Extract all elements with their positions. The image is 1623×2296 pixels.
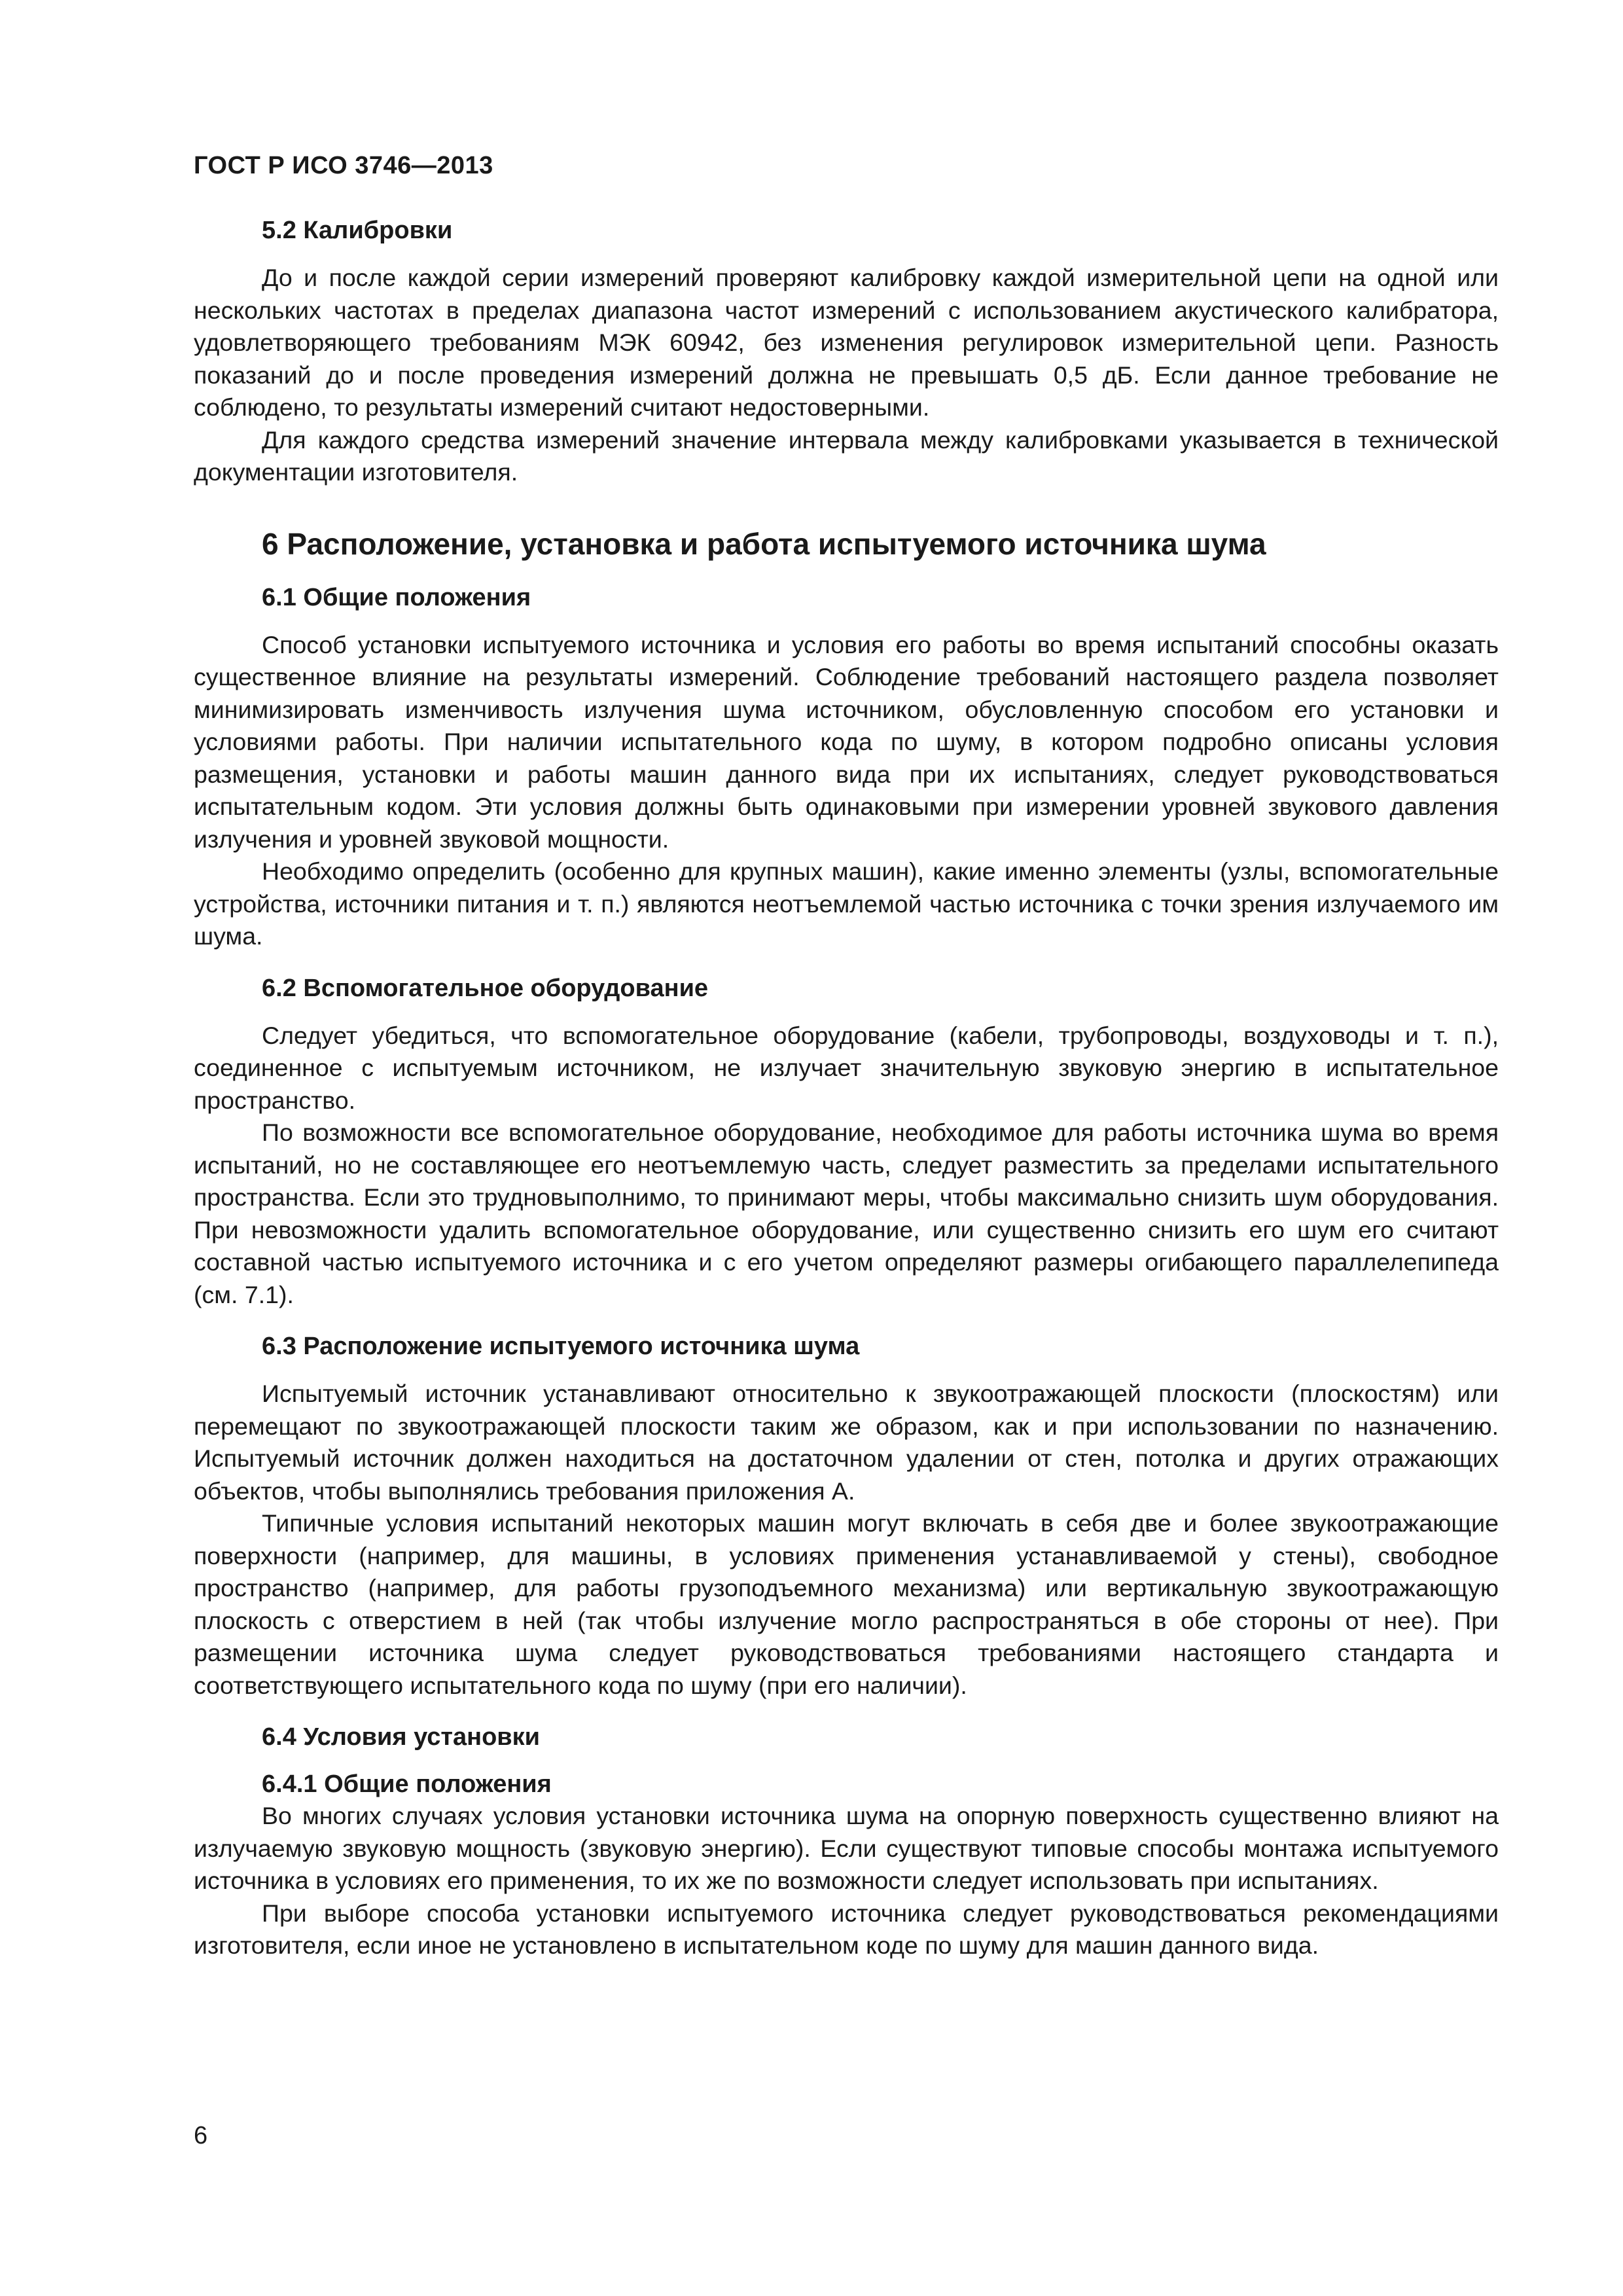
section-6-2-title: 6.2 Вспомогательное оборудование: [262, 974, 709, 1002]
section-6-4-1-paragraph-2: При выборе способа установки испытуемого источника следует руководствоваться рекомендациями изготовителя, если иное не установлено в испытательном коде по шуму для машин данного вида.: [194, 1899, 1499, 1959]
section-5-2-title: 5.2 Калибровки: [262, 217, 453, 244]
section-6-1-paragraph-2: Необходимо определить (особенно для крупных машин), какие именно элементы (узлы, вспомогательные устройства, источники питания и т. п.) являются неотъемлемой частью источника с точки зрения излучаемого им шума.: [194, 857, 1499, 950]
section-6-1-paragraph-1: Способ установки испытуемого источника и условия его работы во время испытаний способны оказать существенное влияние на результаты измерений. Соблюдение требований настоящего раздела позволяет минимизировать изменчивость излучения шума источником, обусловленную способом его установки и условиями работы. При наличии испытательного кода по шуму, в котором подробно описаны условия размещения, установки и работы машин данного вида при их испытаниях, следует руководствоваться испытательным кодом. Эти условия должны быть одинаковыми при измерении уровней звукового давления излучения и уровней звуковой мощности.: [194, 630, 1499, 853]
document-header: ГОСТ Р ИСО 3746—2013: [194, 152, 493, 179]
section-6-title: 6 Расположение, установка и работа испытуемого источника шума: [262, 526, 1266, 561]
page-number: 6: [194, 2122, 208, 2149]
section-6-4-title: 6.4 Условия установки: [262, 1723, 541, 1751]
section-6-3-paragraph-1: Испытуемый источник устанавливают относительно к звукоотражающей плоскости (плоскостям) или перемещают по звукоотражающей плоскости таким же образом, как и при использовании по назначению. Испытуемый источник должен находиться на достаточном удалении от стен, потолка и других отражающих объектов, чтобы выполнялись требования приложения А.: [194, 1380, 1499, 1505]
section-6-2-paragraph-2: По возможности все вспомогательное оборудование, необходимое для работы источника шума во время испытаний, но не составляющее его неотъемлемую часть, следует разместить за пределами испытательного пространства. Если это трудновыполнимо, то принимают меры, чтобы максимально снизить шум оборудования. При невозможности удалить вспомогательное оборудование, или существенно снизить его шум его считают составной частью испытуемого источника и с его учетом определяют размеры огибающего параллелепипеда (см. 7.1).: [194, 1119, 1499, 1308]
section-6-4-1-title: 6.4.1 Общие положения: [262, 1770, 552, 1798]
section-6-3-title: 6.3 Расположение испытуемого источника шума: [262, 1333, 860, 1360]
section-5-2-paragraph-2: Для каждого средства измерений значение интервала между калибровками указывается в технической документации изготовителя.: [194, 425, 1499, 486]
section-6-4-1-paragraph-1: Во многих случаях условия установки источника шума на опорную поверхность существенно влияют на излучаемую звуковую мощность (звуковую энергию). Если существуют типовые способы монтажа испытуемого источника в условиях его применения, то их же по возможности следует использовать при испытаниях.: [194, 1802, 1499, 1894]
section-5-2-paragraph-1: До и после каждой серии измерений проверяют калибровку каждой измерительной цепи на одной или нескольких частотах в пределах диапазона частот измерений с использованием акустического калибратора, удовлетворяющего требованиям МЭК 60942, без изменения регулировок измерительной цепи. Разность показаний до и после проведения измерений должна не превышать 0,5 дБ. Если данное требование не соблюдено, то результаты измерений считают недостоверными.: [194, 264, 1499, 421]
section-6-1-title: 6.1 Общие положения: [262, 583, 531, 611]
document-body: [194, 215, 1499, 1962]
section-6-2-paragraph-1: Следует убедиться, что вспомогательное оборудование (кабели, трубопроводы, воздуховоды и т. п.), соединенное с испытуемым источником, не излучает значительную звуковую энергию в испытательное пространство.: [194, 1021, 1499, 1114]
section-6-3-paragraph-2: Типичные условия испытаний некоторых машин могут включать в себя две и более звукоотражающие поверхности (например, для машины, в условиях применения устанавливаемой у стены), свободное пространство (например, для работы грузоподъемного механизма) или вертикальную звукоотражающую плоскость с отверстием в ней (так чтобы излучение могло распространяться в обе стороны от нее). При размещении источника шума следует руководствоваться требованиями настоящего стандарта и соответствующего испытательного кода по шуму (при его наличии).: [194, 1509, 1499, 1699]
